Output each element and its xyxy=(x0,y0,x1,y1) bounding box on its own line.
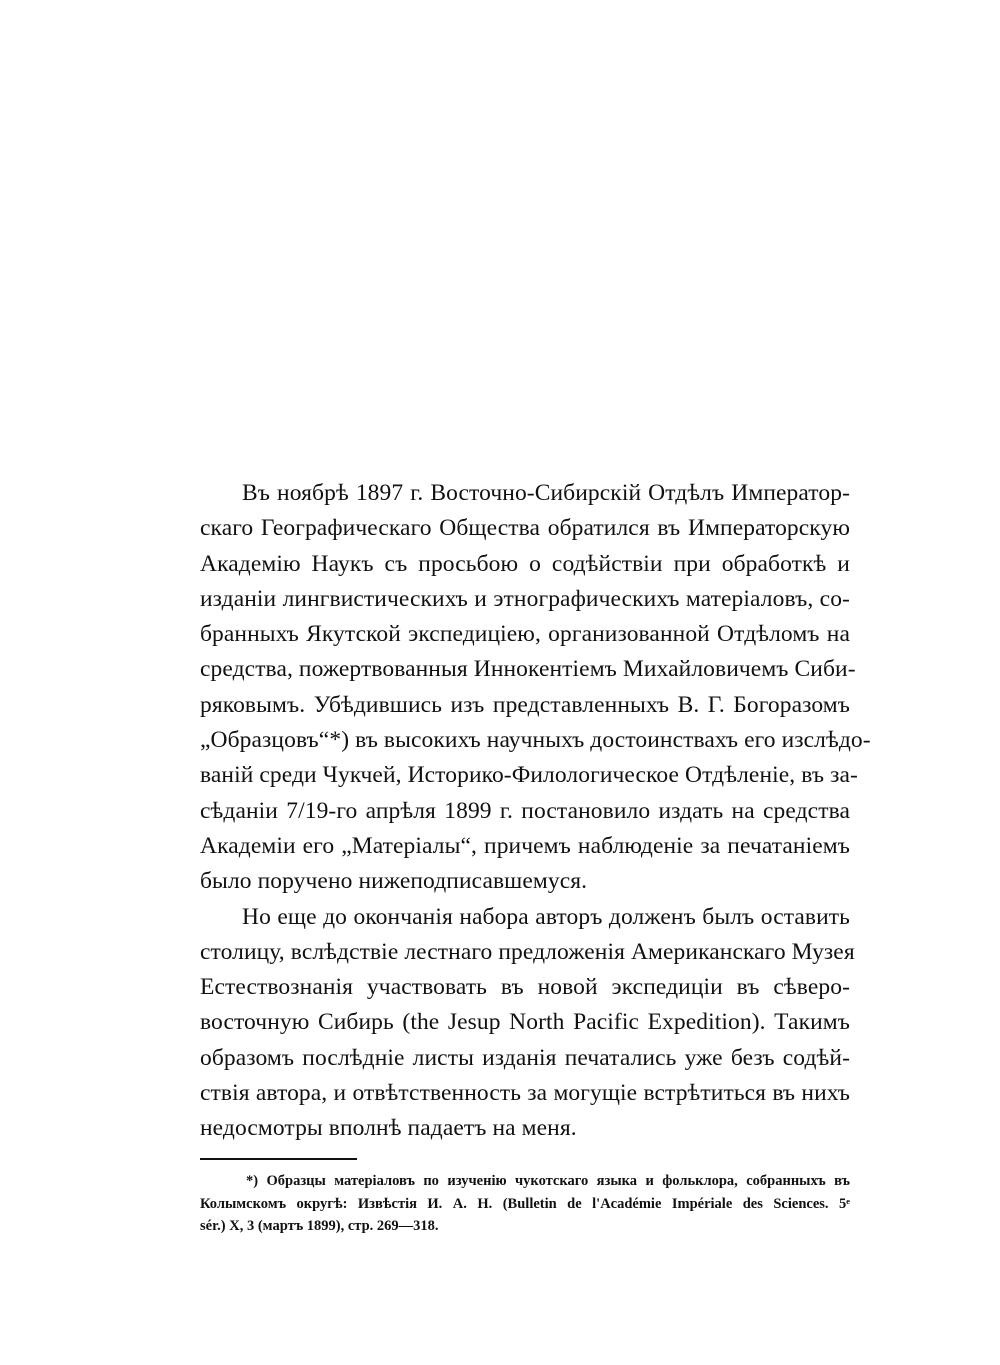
text-line: „Образцовъ“*) въ высокихъ научныхъ достоинствахъ его изслѣдо- xyxy=(200,727,871,754)
footnote-divider xyxy=(200,1158,357,1160)
text-line: сѣданіи 7/19-го апрѣля 1899 г. постановило издать на средства xyxy=(200,797,850,824)
paragraph-2 xyxy=(200,900,855,1147)
text-line: было поручено нижеподписавшемуся. xyxy=(200,868,588,895)
footnote xyxy=(200,1170,850,1238)
text-line: ствія автора, и отвѣтственность за могущіе встрѣтиться въ нихъ xyxy=(200,1080,850,1107)
footnote-line: *) Образцы матеріаловъ по изученію чукотскаго языка и фольклора, собранныхъ въ xyxy=(246,1173,850,1189)
paragraph-1 xyxy=(200,476,871,900)
text-line: ряковымъ. Убѣдившись изъ представленныхъ В. Г. Богоразомъ xyxy=(200,691,850,718)
footnote-line: sér.) X, 3 (мартъ 1899), стр. 269—318. xyxy=(200,1218,439,1234)
text-line: ваній среди Чукчей, Историко-Филологическое Отдѣленіе, въ за- xyxy=(200,762,858,789)
text-line: бранныхъ Якутской экспедиціею, организованной Отдѣломъ на xyxy=(200,621,850,648)
text-line: скаго Географическаго Общества обратился въ Императорскую xyxy=(200,515,850,542)
text-line: восточную Сибирь (the Jesup North Pacific Expedition). Такимъ xyxy=(200,1009,850,1036)
text-line: недосмотры вполнѣ падаетъ на меня. xyxy=(200,1115,577,1142)
text-line: Академіи его „Матеріалы“, причемъ наблюденіе за печатаніемъ xyxy=(200,832,850,859)
footnote-line: Колымскомъ округѣ: Извѣстія И. А. Н. (Bulletin de l'Académie Impériale des Sciences. 5ᵉ xyxy=(200,1195,850,1212)
text-line: Естествознанія участвовать въ новой экспедиціи въ сѣверо- xyxy=(200,974,850,1001)
text-line: изданіи лингвистическихъ и этнографическихъ матеріаловъ, со- xyxy=(200,585,850,612)
text-line: Въ ноябрѣ 1897 г. Восточно-Сибирскій Отдѣлъ Император- xyxy=(242,480,850,506)
text-line: Академію Наукъ съ просьбою о содѣйствіи при обработкѣ и xyxy=(200,550,850,577)
main-text xyxy=(200,476,871,1147)
text-line: средства, пожертвованныя Иннокентіемъ Михайловичемъ Сиби- xyxy=(200,656,856,683)
text-line: Но еще до окончанія набора авторъ долженъ былъ оставить xyxy=(242,903,850,930)
text-line: столицу, вслѣдствіе лестнаго предложенія Американскаго Музея xyxy=(200,938,855,965)
text-line: образомъ послѣдніе листы изданія печатались уже безъ содѣй- xyxy=(200,1044,850,1071)
